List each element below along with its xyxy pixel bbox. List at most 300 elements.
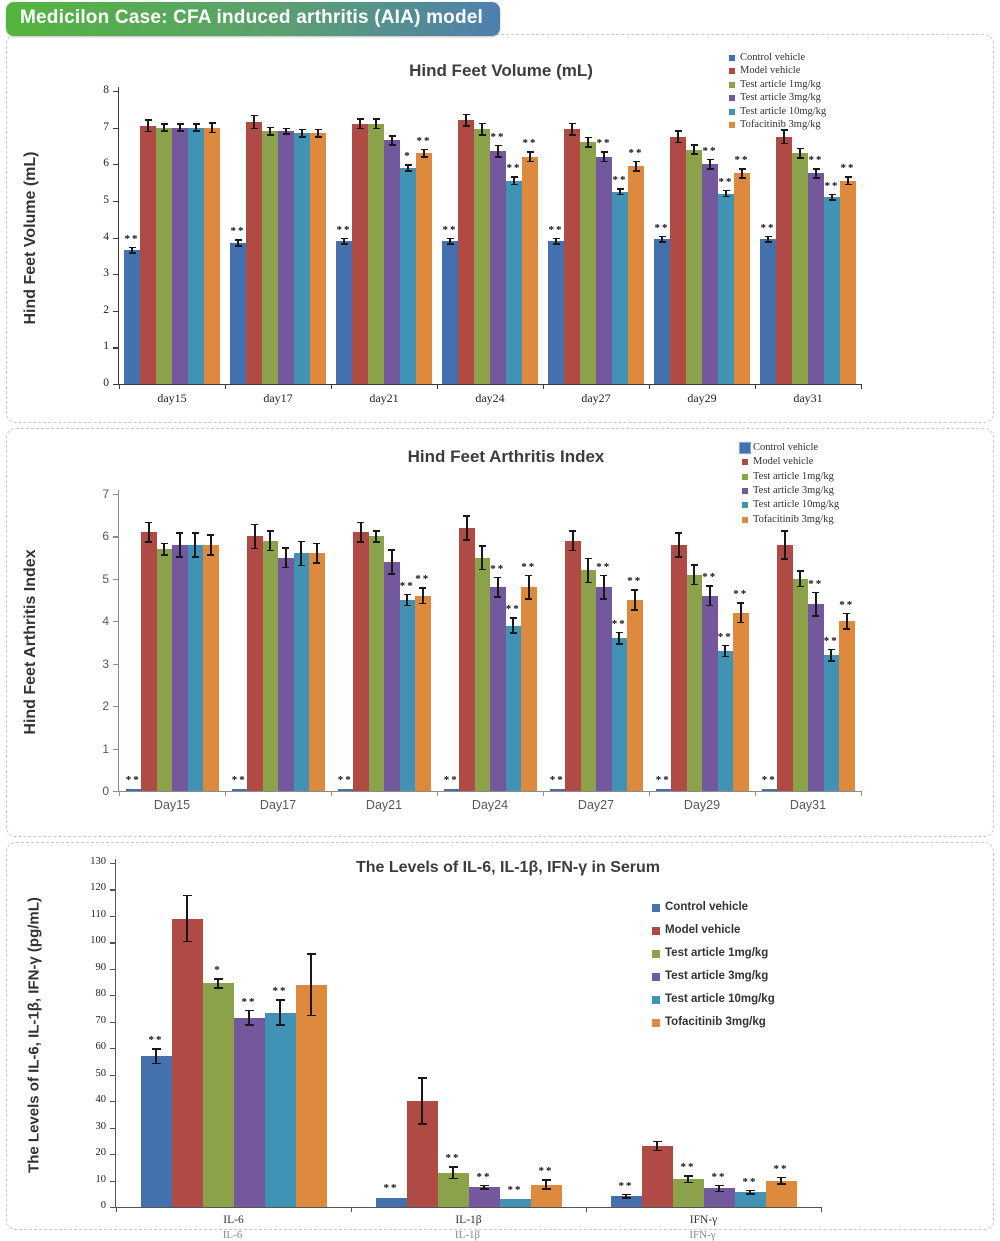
error-bar-line: [831, 194, 833, 201]
significance-marker: **: [680, 1161, 696, 1174]
legend-swatch: [652, 996, 660, 1004]
y-tick-mark: [113, 201, 118, 202]
error-bar-line: [254, 524, 256, 549]
error-bar-line: [465, 114, 467, 127]
error-bar-line: [407, 164, 409, 171]
legend-label: Test article 10mg/kg: [740, 105, 827, 117]
error-bar: [675, 130, 682, 143]
bar: [642, 1146, 673, 1207]
significance-marker: **: [241, 995, 257, 1008]
y-tick-mark: [110, 1154, 115, 1155]
legend-label: Test article 3mg/kg: [740, 92, 821, 104]
bar: [338, 789, 354, 791]
y-tick-label: 120: [90, 882, 106, 894]
x-tick-mark: [225, 791, 226, 796]
bar: [278, 131, 294, 384]
error-bar: [781, 530, 788, 560]
error-bar-line: [422, 587, 424, 604]
error-bar: [463, 515, 470, 540]
bar: [612, 192, 628, 384]
error-bar: [388, 549, 395, 574]
error-bar: [145, 522, 152, 543]
error-bar-line: [163, 543, 165, 556]
bar: [263, 541, 279, 791]
bar: [459, 528, 475, 791]
error-bar-line: [513, 176, 515, 185]
error-bar-line: [237, 239, 239, 246]
significance-marker: **: [442, 223, 458, 236]
significance-marker: **: [490, 562, 506, 575]
bar: [415, 596, 431, 791]
significance-marker: **: [148, 1034, 164, 1047]
error-bar-line: [799, 570, 801, 587]
y-tick-mark: [113, 664, 118, 665]
error-bar-line: [587, 558, 589, 583]
significance-marker: **: [742, 1175, 758, 1188]
bar: [265, 1013, 296, 1207]
bar: [172, 545, 188, 791]
error-bar-line: [634, 589, 636, 610]
error-bar: [633, 161, 640, 172]
error-bar: [527, 151, 534, 162]
bar: [203, 545, 219, 791]
y-tick-label: 4: [103, 230, 109, 243]
error-bar: [616, 632, 623, 645]
error-bar: [845, 176, 852, 185]
legend-swatch: [652, 927, 660, 935]
error-bar-line: [186, 895, 188, 943]
bar: [442, 241, 458, 384]
y-tick-mark: [113, 536, 118, 537]
bar: [792, 153, 808, 384]
y-axis-title: The Levels of IL-6, IL-1β, IFN-γ (pg/mL): [25, 897, 43, 1173]
error-bar: [245, 1010, 254, 1026]
error-bar: [495, 145, 502, 158]
bar: [628, 166, 644, 384]
x-tick-mark: [437, 384, 438, 389]
bar: [596, 157, 612, 384]
y-tick-mark: [113, 579, 118, 580]
legend-label: Tofacitinib 3mg/kg: [753, 513, 834, 525]
error-bar-line: [555, 238, 557, 245]
error-bar: [418, 1077, 427, 1125]
x-tick-label: day15: [157, 391, 187, 405]
error-bar: [797, 148, 804, 159]
bar: [416, 153, 432, 384]
bar: [500, 1199, 531, 1207]
bar: [309, 553, 325, 791]
legend-swatch: [742, 502, 748, 508]
y-axis-line: [115, 859, 116, 1207]
error-bar: [691, 144, 698, 155]
bar: [733, 613, 749, 791]
x-tick-mark: [649, 384, 650, 389]
y-tick-label: 60: [95, 1041, 106, 1053]
bar: [141, 532, 157, 791]
error-bar-line: [466, 515, 468, 540]
error-bar: [746, 1190, 755, 1195]
legend-label: Test article 1mg/kg: [665, 947, 769, 959]
error-bar-line: [587, 137, 589, 148]
error-bar: [373, 530, 380, 543]
case-title-badge: [6, 2, 500, 36]
error-bar-line: [316, 543, 318, 564]
error-bar-line: [179, 532, 181, 557]
error-bar-line: [618, 632, 620, 645]
error-bar-line: [784, 530, 786, 560]
error-bar-line: [815, 168, 817, 179]
x-tick-label: IL-6: [223, 1214, 244, 1226]
error-bar-line: [635, 161, 637, 172]
error-bar-line: [391, 549, 393, 574]
y-tick-label: 3: [102, 656, 109, 671]
error-bar: [828, 649, 835, 662]
error-bar-line: [780, 1177, 782, 1185]
error-bar: [617, 188, 624, 195]
error-bar: [480, 1185, 489, 1190]
error-bar: [569, 530, 576, 551]
bar: [352, 124, 368, 384]
bar: [140, 126, 156, 384]
error-bar-line: [269, 530, 271, 551]
significance-marker: **: [522, 137, 538, 150]
cutoff-label: IFN-γ: [689, 1229, 716, 1241]
bar: [702, 164, 718, 384]
error-bar: [715, 1185, 724, 1193]
legend-swatch: [652, 1019, 660, 1027]
error-bar: [723, 190, 730, 197]
significance-marker: **: [337, 774, 353, 787]
y-tick-label: 3: [103, 267, 109, 280]
y-axis-title: Hind Feet Volume (mL): [22, 151, 39, 325]
y-tick-mark: [113, 164, 118, 165]
error-bar: [161, 543, 168, 556]
error-bar: [341, 238, 348, 245]
error-bar: [653, 1141, 662, 1152]
error-bar-line: [194, 532, 196, 557]
y-tick-label: 0: [100, 1200, 106, 1211]
error-bar: [739, 168, 746, 179]
error-bar-line: [724, 645, 726, 658]
chart-title: Hind Feet Arthritis Index: [407, 447, 605, 466]
bar: [718, 651, 734, 791]
error-bar-line: [529, 151, 531, 162]
significance-marker: **: [538, 1165, 554, 1178]
error-bar: [207, 534, 214, 555]
legend-swatch: [740, 443, 750, 453]
error-bar: [313, 543, 320, 564]
y-tick-mark: [110, 916, 115, 917]
error-bar-line: [481, 545, 483, 570]
error-bar: [267, 127, 274, 136]
significance-marker: **: [124, 232, 140, 245]
legend-label: Control vehicle: [753, 442, 819, 453]
x-tick-mark: [861, 384, 862, 389]
x-axis-line: [118, 791, 861, 792]
error-bar-line: [155, 1048, 157, 1064]
y-tick-mark: [113, 749, 118, 750]
chart-title: Hind Feet Volume (mL): [409, 61, 593, 80]
error-bar: [777, 1177, 786, 1185]
bar: [506, 626, 522, 791]
x-axis-line: [118, 384, 861, 385]
error-bar: [463, 114, 470, 127]
bar: [776, 137, 792, 384]
bar: [384, 140, 400, 384]
error-bar: [843, 613, 850, 630]
y-tick-mark: [110, 942, 115, 943]
bar: [310, 133, 326, 384]
error-bar-line: [725, 190, 727, 197]
error-bar: [765, 236, 772, 243]
x-tick-mark: [543, 791, 544, 796]
legend-label: Test article 10mg/kg: [753, 499, 840, 511]
error-bar: [797, 570, 804, 587]
legend-label: Tofacitinib 3mg/kg: [665, 1016, 766, 1028]
bar: [234, 1018, 265, 1207]
significance-marker: *: [214, 964, 222, 977]
error-bar: [267, 530, 274, 551]
x-tick-label: IL-1β: [455, 1214, 482, 1226]
error-bar: [447, 238, 454, 245]
bar: [654, 239, 670, 384]
error-bar: [152, 1048, 161, 1064]
error-bar: [813, 168, 820, 179]
significance-marker: **: [505, 603, 521, 616]
y-tick-mark: [110, 1181, 115, 1182]
error-bar: [737, 602, 744, 623]
y-tick-label: 7: [103, 120, 109, 133]
error-bar: [282, 547, 289, 568]
bar: [687, 575, 703, 791]
significance-marker: **: [383, 1181, 399, 1194]
error-bar: [585, 137, 592, 148]
panel-arthritis-index-chart: [6, 428, 994, 837]
bar: [839, 621, 855, 791]
bar: [296, 985, 327, 1207]
bar: [670, 137, 686, 384]
y-tick-label: 5: [102, 571, 109, 586]
error-bar-line: [678, 532, 680, 557]
y-tick-mark: [113, 347, 118, 348]
bar: [718, 194, 734, 384]
significance-marker: **: [718, 175, 734, 188]
bar: [232, 789, 248, 791]
error-bar: [307, 953, 316, 1017]
legend-label: Control vehicle: [740, 52, 806, 63]
error-bar-line: [545, 1179, 547, 1190]
error-bar: [553, 238, 560, 245]
error-bar-line: [375, 118, 377, 129]
error-bar: [510, 617, 517, 634]
error-bar-line: [163, 123, 165, 132]
y-tick-mark: [110, 1101, 115, 1102]
error-bar: [251, 115, 258, 130]
y-tick-label: 40: [95, 1094, 106, 1106]
bar: [156, 128, 172, 384]
y-tick-label: 1: [103, 340, 109, 353]
significance-marker: **: [416, 134, 432, 147]
error-bar-line: [406, 594, 408, 607]
y-tick-label: 6: [102, 529, 109, 544]
error-bar: [183, 895, 192, 943]
error-bar: [389, 135, 396, 146]
error-bar-line: [343, 238, 345, 245]
error-bar: [829, 194, 836, 201]
error-bar: [684, 1175, 693, 1183]
x-tick-mark: [755, 791, 756, 796]
error-bar: [600, 575, 607, 600]
error-bar: [659, 236, 666, 243]
error-bar: [781, 129, 788, 144]
x-tick-mark: [586, 1207, 587, 1212]
error-bar: [691, 564, 698, 585]
error-bar-line: [483, 1185, 485, 1190]
error-bar: [675, 532, 682, 557]
legend-swatch: [729, 68, 735, 74]
significance-marker: **: [654, 221, 670, 234]
y-tick-mark: [113, 384, 118, 385]
significance-marker: **: [711, 1170, 727, 1183]
error-bar-line: [528, 575, 530, 600]
y-tick-label: 80: [95, 988, 106, 1000]
bar: [824, 197, 840, 384]
error-bar: [357, 522, 364, 543]
error-bar: [235, 239, 242, 246]
x-tick-mark: [437, 791, 438, 796]
bar: [671, 545, 687, 791]
error-bar-line: [815, 592, 817, 617]
bar: [247, 536, 263, 791]
bar: [596, 587, 612, 791]
x-tick-mark: [225, 384, 226, 389]
bar: [203, 983, 234, 1207]
bar: [793, 579, 809, 791]
legend-label: Model vehicle: [665, 924, 741, 936]
bar: [294, 553, 310, 791]
error-bar-line: [740, 602, 742, 623]
error-bar-line: [360, 522, 362, 543]
y-tick-label: 6: [103, 157, 109, 170]
error-bar: [251, 524, 258, 549]
error-bar-line: [217, 978, 219, 989]
error-bar-line: [148, 522, 150, 543]
error-bar: [622, 1194, 631, 1199]
x-axis-line: [115, 1207, 821, 1208]
significance-marker: **: [839, 598, 855, 611]
error-bar-line: [741, 168, 743, 179]
y-tick-mark: [113, 274, 118, 275]
x-tick-label: day31: [793, 391, 823, 405]
x-tick-label: Day21: [365, 798, 403, 812]
error-bar: [511, 176, 518, 185]
error-bar-line: [248, 1010, 250, 1026]
legend-label: Test article 1mg/kg: [753, 470, 834, 482]
error-bar-line: [830, 649, 832, 662]
error-bar: [161, 123, 168, 132]
significance-marker: **: [611, 617, 627, 630]
error-bar: [193, 123, 200, 132]
x-tick-mark: [331, 791, 332, 796]
error-bar: [129, 247, 136, 254]
bar: [368, 124, 384, 384]
bar: [246, 122, 262, 384]
x-tick-label: day27: [581, 391, 611, 405]
panel-hind-feet-volume-chart: [6, 34, 994, 423]
bar: [548, 241, 564, 384]
x-tick-mark: [755, 384, 756, 389]
error-bar-line: [317, 129, 319, 138]
error-bar-line: [709, 585, 711, 606]
significance-marker: **: [627, 575, 643, 588]
significance-marker: **: [618, 1179, 634, 1192]
error-bar: [405, 164, 412, 171]
legend-swatch: [729, 95, 735, 101]
error-bar-line: [799, 148, 801, 159]
significance-marker: **: [230, 225, 246, 238]
error-bar-line: [749, 1190, 751, 1195]
error-bar-line: [301, 129, 303, 138]
x-tick-mark: [861, 791, 862, 796]
error-bar-line: [300, 541, 302, 566]
legend-label: Test article 1mg/kg: [740, 78, 821, 90]
bar: [777, 545, 793, 791]
bar: [734, 173, 750, 384]
significance-marker: **: [507, 1183, 523, 1196]
error-bar-line: [285, 128, 287, 135]
error-bar: [209, 122, 216, 133]
bar: [336, 241, 352, 384]
error-bar: [812, 592, 819, 617]
bar: [294, 133, 310, 384]
y-tick-label: 2: [103, 303, 109, 316]
y-tick-mark: [110, 969, 115, 970]
error-bar-line: [279, 999, 281, 1025]
error-bar-line: [656, 1141, 658, 1152]
y-tick-label: 5: [103, 193, 109, 206]
bar: [204, 128, 220, 384]
y-tick-mark: [113, 128, 118, 129]
error-bar-line: [452, 1166, 454, 1179]
x-tick-label: day21: [369, 391, 399, 405]
bar: [564, 129, 580, 384]
x-tick-label: IFN-γ: [689, 1214, 718, 1226]
significance-marker: **: [548, 223, 564, 236]
bar: [550, 789, 566, 791]
error-bar-line: [571, 123, 573, 136]
error-bar-line: [846, 613, 848, 630]
legend-label: Test article 10mg/kg: [665, 993, 775, 1005]
x-tick-label: Day24: [471, 798, 509, 812]
x-tick-mark: [821, 1207, 822, 1212]
chart-title: The Levels of IL-6, IL-1β, IFN-γ in Serum: [355, 859, 661, 876]
error-bar: [357, 118, 364, 129]
y-axis-line: [118, 490, 119, 791]
error-bar-line: [709, 159, 711, 170]
bar: [808, 173, 824, 384]
y-tick-label: 50: [95, 1067, 106, 1079]
significance-marker: **: [612, 174, 628, 187]
error-bar: [276, 999, 285, 1025]
error-bar-line: [449, 238, 451, 245]
error-bar-line: [603, 151, 605, 162]
y-tick-label: 8: [103, 84, 109, 96]
error-bar-line: [497, 577, 499, 598]
x-tick-mark: [649, 791, 650, 796]
y-tick-label: 30: [95, 1120, 106, 1132]
bar: [230, 243, 246, 384]
legend-label: Test article 3mg/kg: [753, 484, 834, 496]
